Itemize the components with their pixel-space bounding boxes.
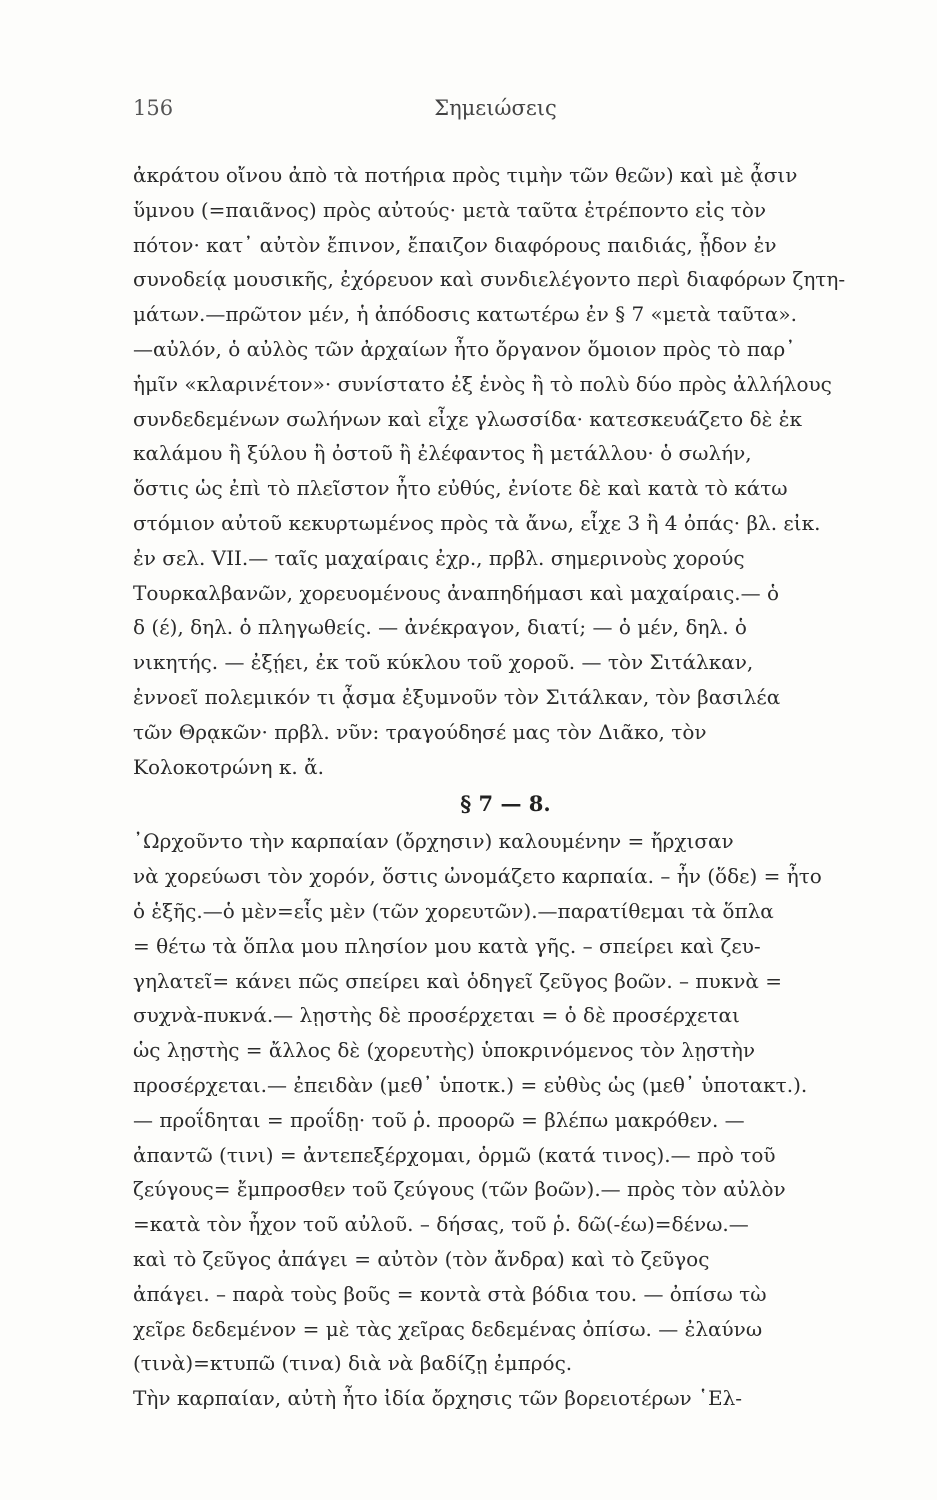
text-line: μάτων.—πρῶτον μέν, ἡ ἀπόδοσις κατωτέρω ἐν § 7 «μετὰ ταῦτα». [133, 302, 797, 327]
text-line: Τὴν καρπαίαν, αὐτὴ ἦτο ἰδία ὄρχησις τῶν βορειοτέρων ῾Ελ- [133, 1386, 743, 1411]
text-line: ἐν σελ. VII.— ταῖς μαχαίραις ἐχρ., πρβλ. σημερινοὺς χορούς [133, 545, 745, 570]
text-line: γηλατεῖ= κάνει πῶς σπείρει καὶ ὁδηγεῖ ζεῦγος βοῶν. – πυκνὰ = [133, 968, 782, 993]
text-line: ὅστις ὡς ἐπὶ τὸ πλεῖστον ἦτο εὐθύς, ἐνίοτε δὲ καὶ κατὰ τὸ κάτω [133, 476, 788, 501]
text-line: δ (έ), δηλ. ὁ πληγωθείς. — ἀνέκραγον, διατί; — ὁ μέν, δηλ. ὁ [133, 615, 747, 640]
text-line: ὕμνου (=παιᾶνος) πρὸς αὐτούς· μετὰ ταῦτα ἐτρέποντο εἰς τὸν [133, 197, 767, 222]
text-line: ᾿Ωρχοῦντο τὴν καρπαίαν (ὄρχησιν) καλουμένην = ἤρχισαν [133, 829, 734, 854]
page-header [133, 96, 858, 130]
text-line: ἀπαντῶ (τινι) = ἀντεπεξέρχομαι, ὁρμῶ (κατά τινος).— πρὸ τοῦ [133, 1142, 776, 1167]
text-line: Κολοκοτρώνη κ. ἄ. [133, 754, 324, 779]
text-line: συνοδείᾳ μουσικῆς, ἐχόρευον καὶ συνδιελέγοντο περὶ διαφόρων ζητη- [133, 267, 846, 292]
text-line: χεῖρε δεδεμένον = μὲ τὰς χεῖρας δεδεμένας ὀπίσω. — ἐλαύνω [133, 1316, 763, 1341]
text-line: —αὐλόν, ὁ αὐλὸς τῶν ἀρχαίων ἦτο ὄργανον ὅμοιον πρὸς τὸ παρ᾽ [133, 336, 796, 361]
text-line: καὶ τὸ ζεῦγος ἀπάγει = αὐτὸν (τὸν ἄνδρα) καὶ τὸ ζεῦγος [133, 1246, 710, 1271]
text-line: καλάμου ἢ ξύλου ἢ ὀστοῦ ἢ ἐλέφαντος ἢ μετάλλου· ὁ σωλήν, [133, 441, 752, 466]
running-head: Σημειώσεις [434, 96, 557, 120]
text-line: πότον· κατ᾽ αὐτὸν ἔπινον, ἔπαιζον διαφόρους παιδιάς, ᾖδον ἐν [133, 232, 777, 257]
text-line: ὡς λῃστὴς = ἄλλος δὲ (χορευτὴς) ὑποκρινόμενος τὸν λῃστὴν [133, 1038, 756, 1063]
text-line: τῶν Θρᾳκῶν· πρβλ. νῦν: τραγούδησέ μας τὸν Διᾶκο, τὸν [133, 719, 707, 744]
text-line: προσέρχεται.— ἐπειδὰν (μεθ᾽ ὑποτκ.) = εὐθὺς ὡς (μεθ᾽ ὑποτακτ.). [133, 1072, 808, 1097]
text-line: ἐννοεῖ πολεμικόν τι ᾆσμα ἐξυμνοῦν τὸν Σιτάλκαν, τὸν βασιλέα [133, 684, 781, 709]
text-line: νὰ χορεύωσι τὸν χορόν, ὅστις ὠνομάζετο καρπαία. – ἦν (ὅδε) = ἦτο [133, 864, 822, 889]
notes-body [133, 158, 858, 1416]
page-number: 156 [133, 96, 174, 120]
text-line: στόμιον αὐτοῦ κεκυρτωμένος πρὸς τὰ ἄνω, εἶχε 3 ἢ 4 ὀπάς· βλ. εἰκ. [133, 510, 821, 535]
text-line: ἡμῖν «κλαρινέτον»· συνίστατο ἐξ ἑνὸς ἢ τὸ πολὺ δύο πρὸς ἀλλήλους [133, 371, 832, 396]
text-line: ὁ ἑξῆς.—ὁ μὲν=εἷς μὲν (τῶν χορευτῶν).—παρατίθεμαι τὰ ὅπλα [133, 898, 774, 923]
text-line: = θέτω τὰ ὅπλα μου πλησίον μου κατὰ γῆς. – σπείρει καὶ ζευ- [133, 933, 761, 958]
text-line: συχνὰ-πυκνά.— λῃστὴς δὲ προσέρχεται = ὁ δὲ προσέρχεται [133, 1003, 740, 1028]
text-line: Τουρκαλβανῶν, χορευομένους ἀναπηδήμασι καὶ μαχαίραις.— ὁ [133, 580, 780, 605]
section-heading: § 7 — 8. [460, 791, 551, 817]
text-line: ἀκράτου οἴνου ἀπὸ τὰ ποτήρια πρὸς τιμὴν τῶν θεῶν) καὶ μὲ ᾆσιν [133, 163, 798, 187]
text-line: νικητής. — ἐξῄει, ἐκ τοῦ κύκλου τοῦ χοροῦ. — τὸν Σιτάλκαν, [133, 650, 754, 675]
text-line: (τινὰ)=κτυπῶ (τινα) διὰ νὰ βαδίζῃ ἐμπρός. [133, 1351, 573, 1376]
text-line: — προΐδηται = προΐδῃ· τοῦ ῥ. προορῶ = βλέπω μακρόθεν. — [133, 1107, 745, 1132]
text-line: ζεύγους= ἔμπροσθεν τοῦ ζεύγους (τῶν βοῶν).— πρὸς τὸν αὐλὸν [133, 1177, 786, 1202]
text-line: =κατὰ τὸν ἦχον τοῦ αὐλοῦ. – δήσας, τοῦ ῥ. δῶ(-έω)=δένω.— [133, 1212, 749, 1237]
text-line: ἀπάγει. – παρὰ τοὺς βοῦς = κοντὰ στὰ βόδια του. — ὀπίσω τὼ [133, 1281, 767, 1306]
text-line: συνδεδεμένων σωλήνων καὶ εἶχε γλωσσίδα· κατεσκευάζετο δὲ ἐκ [133, 406, 802, 431]
